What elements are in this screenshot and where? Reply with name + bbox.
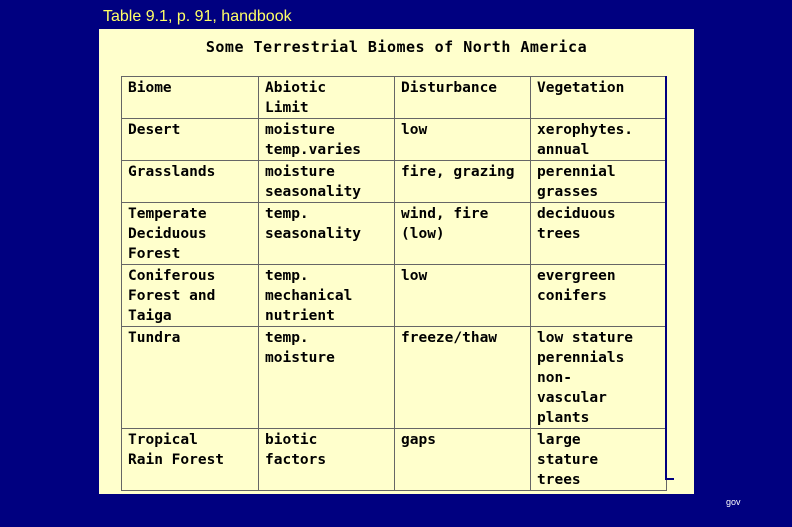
table-cell: temp. seasonality (259, 203, 395, 265)
biomes-table (121, 76, 667, 491)
table-cell: temp. mechanical nutrient (259, 265, 395, 327)
table-row (122, 203, 667, 265)
table-cell: gaps (395, 429, 531, 491)
table-row (122, 119, 667, 161)
table-cell: xerophytes. annual (531, 119, 667, 161)
table-right-edge (665, 76, 667, 478)
table-cell: wind, fire (low) (395, 203, 531, 265)
table-row (122, 327, 667, 429)
table-cell: Temperate Deciduous Forest (122, 203, 259, 265)
table-row (122, 265, 667, 327)
table-cell: freeze/thaw (395, 327, 531, 429)
table-corner-tick (665, 478, 674, 480)
table-row (122, 429, 667, 491)
column-header: Disturbance (395, 77, 531, 119)
table-cell: Tundra (122, 327, 259, 429)
table-card (99, 29, 694, 494)
table-cell: perennial grasses (531, 161, 667, 203)
table-title: Some Terrestrial Biomes of North America (205, 38, 588, 56)
table-cell: evergreen conifers (531, 265, 667, 327)
table-cell: biotic factors (259, 429, 395, 491)
table-cell: temp. moisture (259, 327, 395, 429)
table-cell: Grasslands (122, 161, 259, 203)
table-cell: Tropical Rain Forest (122, 429, 259, 491)
column-header: Biome (122, 77, 259, 119)
footer-label: gov (726, 497, 741, 507)
table-row (122, 161, 667, 203)
table-cell: low stature perennials non- vascular plants (531, 327, 667, 429)
table-cell: Coniferous Forest and Taiga (122, 265, 259, 327)
table-cell: Desert (122, 119, 259, 161)
table-cell: fire, grazing (395, 161, 531, 203)
column-header: Vegetation (531, 77, 667, 119)
table-cell: low (395, 265, 531, 327)
header-row (122, 77, 667, 119)
table-cell: low (395, 119, 531, 161)
table-cell: deciduous trees (531, 203, 667, 265)
slide-caption: Table 9.1, p. 91, handbook (103, 8, 292, 25)
table-cell: moisture seasonality (259, 161, 395, 203)
column-header: Abiotic Limit (259, 77, 395, 119)
table-cell: large stature trees (531, 429, 667, 491)
table-cell: moisture temp.varies (259, 119, 395, 161)
